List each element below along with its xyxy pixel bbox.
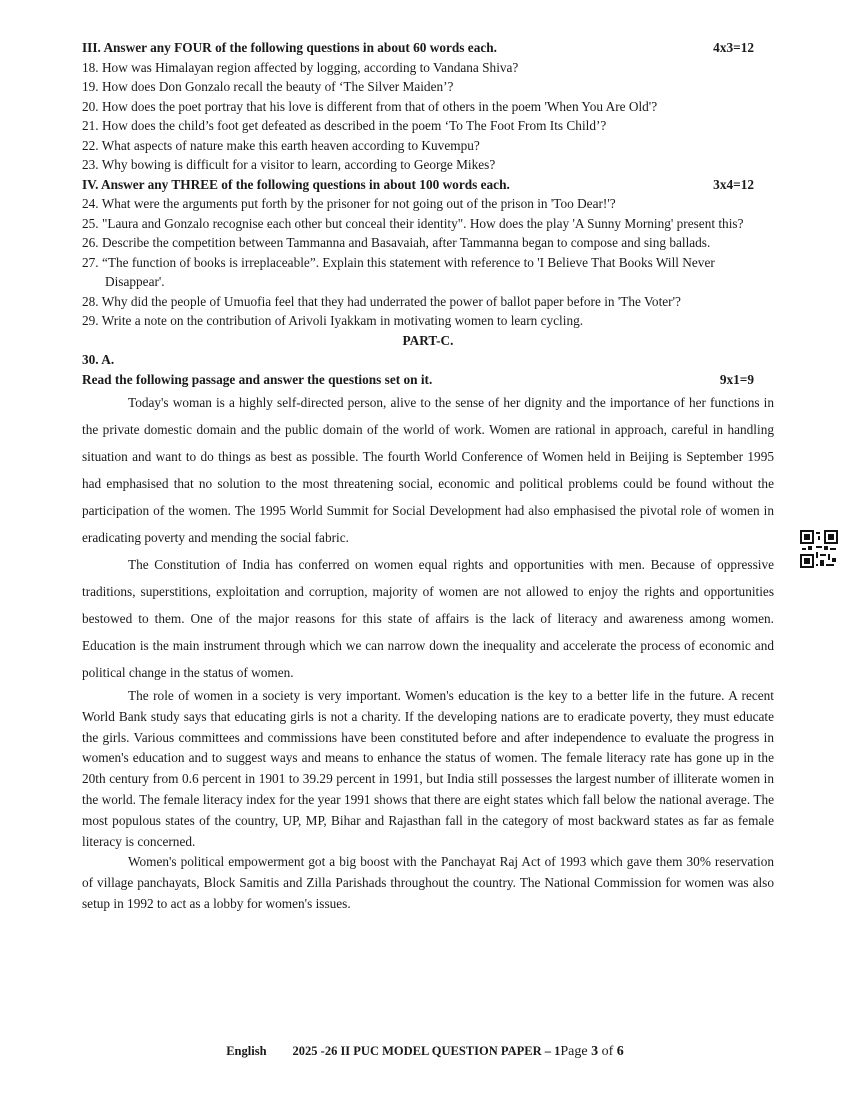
footer-page-number: 3	[591, 1044, 599, 1059]
question-24: 24. What were the arguments put forth by the prisoner for not going out of the prison in 'Too Dear!'?	[82, 196, 616, 211]
question-29: 29. Write a note on the contribution of Arivoli Iyakkam in motivating women to learn cycling.	[82, 313, 584, 328]
question-22: 22. What aspects of nature make this earth heaven according to Kuvempu?	[82, 137, 480, 153]
qr-code-icon	[800, 530, 838, 568]
section-3-heading	[82, 38, 774, 58]
section-3-title: III. Answer any FOUR of the following questions in about 60 words each.	[82, 40, 497, 55]
footer-subject: English	[226, 1044, 267, 1058]
question-19: 19. How does Don Gonzalo recall the beauty of ‘The Silver Maiden’?	[82, 79, 454, 94]
footer-page-indicator: Page 3 of 6	[560, 1044, 624, 1059]
question-21: 21. How does the child’s foot get defeated as described in the poem ‘To The Foot From Its Child’?	[82, 118, 607, 133]
passage-paragraph-4: Women's political empowerment got a big boost with the Panchayat Raj Act of 1993 which gave them 30% reservation of village panchayats, Block Samitis and Zilla Parishads throughout the country. The National Commission for women was also setup in 1992 to act as a lobby for women's issues.	[82, 854, 774, 911]
part-c-title: PART-C.	[402, 332, 454, 348]
page-footer	[0, 1044, 850, 1060]
footer-paper-title: 2025 -26 II PUC MODEL QUESTION PAPER – 1	[292, 1044, 561, 1058]
question-25: 25. "Laura and Gonzalo recognise each other but conceal their identity". How does the play 'A Sunny Morning' present this?	[82, 215, 744, 231]
question-26: 26. Describe the competition between Tammanna and Basavaiah, after Tammanna began to compose and sing ballads.	[82, 235, 711, 250]
question-paper-page	[82, 38, 774, 915]
passage-instruction	[82, 370, 774, 390]
passage-paragraph-3: The role of women in a society is very important. Women's education is the key to a better life in the future. A recent World Bank study says that educating girls is not a charity. If the developing nations are to eradicate poverty, they must educate the girls. Various committees and commissions have been constituted before and after independence to evaluate the progress in women's education and to suggest ways and means to enhance the status of women. The female literacy rate has gone up in the 20th century from 0.6 percent in 1901 to 39.29 percent in 1991, but India still possesses the largest number of illiterate women in the world. The female literacy index for the year 1991 shows that there are eight states which fall below the national average. The most populous states of the country, UP, MP, Bihar and Rajasthan fall in the category of most backward states as far as female literacy is concerned.	[82, 688, 774, 849]
section-4-marks: 3x4=12	[713, 176, 754, 192]
question-20: 20. How does the poet portray that his love is different from that of others in the poem 'When You Are Old'?	[82, 98, 658, 114]
footer-page-total: 6	[616, 1044, 624, 1059]
question-28: 28. Why did the people of Umuofia feel that they had underrated the power of ballot paper before in 'The Voter'?	[82, 293, 681, 309]
passage-instruction-text: Read the following passage and answer the questions set on it.	[82, 371, 433, 387]
section-4-title: IV. Answer any THREE of the following questions in about 100 words each.	[82, 176, 510, 192]
question-27: 27. “The function of books is irreplaceable”. Explain this statement with reference to 'I Believe That Books Will Never Disappear'.	[82, 254, 715, 289]
section-3-marks: 4x3=12	[713, 40, 754, 55]
passage-paragraph-2: The Constitution of India has conferred on women equal rights and opportunities with men. Because of oppressive traditions, superstitions, exploitation and corruption, majority of women are not allowed to enjoy the rights and opportunities bestowed to them. One of the major reasons for this state of affairs is the lack of literacy and awareness among women. Education is the main instrument through which we can narrow down the inequality and accelerate the process of economic and political change in the status of women.	[82, 557, 774, 680]
question-18: 18. How was Himalayan region affected by logging, according to Vandana Shiva?	[82, 59, 519, 75]
section-4-heading	[82, 175, 774, 195]
question-23: 23. Why bowing is difficult for a visitor to learn, according to George Mikes?	[82, 157, 496, 172]
passage-paragraph-1: Today's woman is a highly self-directed person, alive to the sense of her dignity and the importance of her functions in the private domestic domain and the public domain of the world of work. Women are rational in approach, careful in handling situation and want to do things as best as possible. The fourth World Conference of Women held in Beijing is September 1995 had emphasised that no solution to the most threatening social, economic and political problems could be found without the participation of the women. The 1995 World Summit for Social Development had also emphasised the pivotal role of women in eradicating poverty and mending the social fabric.	[82, 395, 774, 545]
question-30a-number: 30. A.	[82, 352, 115, 367]
passage-marks: 9x1=9	[719, 371, 754, 387]
